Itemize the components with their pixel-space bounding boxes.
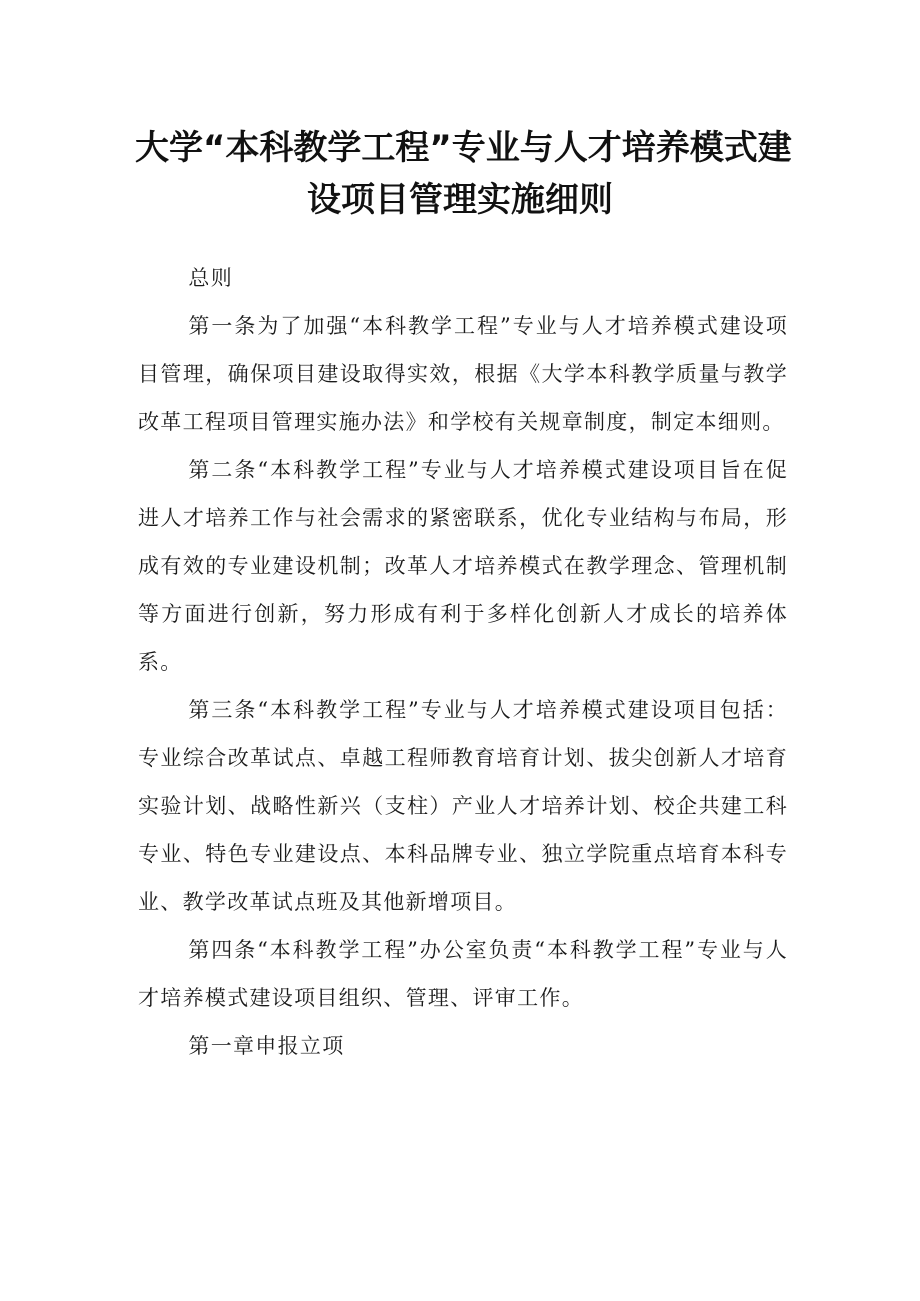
article-2: 第二条“本科教学工程”专业与人才培养模式建设项目旨在促进人才培养工作与社会需求的紧密联系，优化专业结构与布局，形成有效的专业建设机制；改革人才培养模式在教学理念、管理机制等方面进行创新，努力形成有利于多样化创新人才成长的培养体系。 [138,458,788,674]
document-title [135,122,792,226]
article-4: 第四条“本科教学工程”办公室负责“本科教学工程”专业与人才培养模式建设项目组织、管理、评审工作。 [138,938,788,1010]
document-body [138,254,788,1070]
title-line-1: 大学“本科教学工程”专业与人才培养模式建 [135,128,792,168]
article-3: 第三条“本科教学工程”专业与人才培养模式建设项目包括：专业综合改革试点、卓越工程师教育培育计划、拔尖创新人才培育实验计划、战略性新兴（支柱）产业人才培养计划、校企共建工科专业、特色专业建设点、本科品牌专业、独立学院重点培育本科专业、教学改革试点班及其他新增项目。 [138,698,788,914]
article-1: 第一条为了加强“本科教学工程”专业与人才培养模式建设项目管理，确保项目建设取得实效，根据《大学本科教学质量与教学改革工程项目管理实施办法》和学校有关规章制度，制定本细则。 [138,314,788,434]
section-heading-general: 总则 [188,266,233,290]
chapter-heading-1: 第一章申报立项 [188,1034,345,1058]
title-line-2: 设项目管理实施细则 [307,180,613,220]
